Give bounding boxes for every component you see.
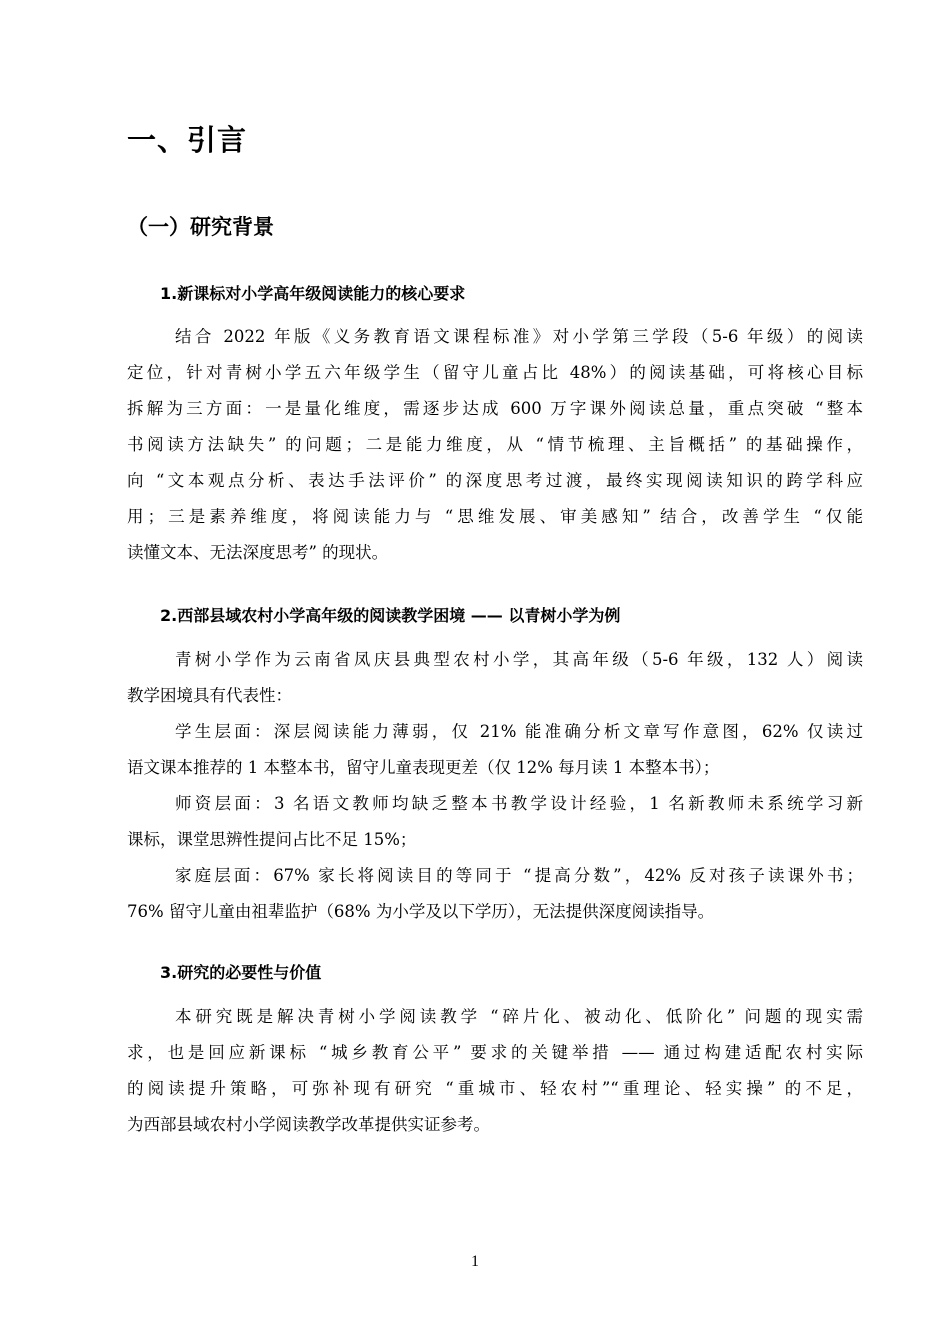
text-line: 书阅读方法缺失” 的问题；二是能力维度，从 “情节梳理、主旨概括” 的基础操作， [127, 435, 863, 454]
text-line: 结合 2022 年版《义务教育语文课程标准》对小学第三学段（5-6 年级）的阅读 [175, 327, 863, 346]
text-line: 向 “文本观点分析、表达手法评价” 的深度思考过渡，最终实现阅读知识的跨学科应 [127, 471, 863, 490]
paragraph-student-level [127, 714, 863, 786]
text-line: 学生层面：深层阅读能力薄弱，仅 21% 能准确分析文章写作意图，62% 仅读过 [175, 722, 863, 741]
paragraph-reading-requirements [127, 319, 863, 571]
text-line: 青树小学作为云南省凤庆县典型农村小学，其高年级（5-6 年级，132 人）阅读 [175, 650, 863, 669]
paragraph-family-level [127, 858, 863, 930]
chapter-heading: 一、引言 [127, 123, 248, 157]
text-line: 教学困境具有代表性： [127, 686, 292, 705]
text-line: 76% 留守儿童由祖辈监护（68% 为小学及以下学历），无法提供深度阅读指导。 [127, 902, 715, 921]
text-line: 师资层面：3 名语文教师均缺乏整本书教学设计经验，1 名新教师未系统学习新 [175, 794, 863, 813]
subsection-title-2: 2.西部县域农村小学高年级的阅读教学困境 —— 以青树小学为例 [160, 606, 621, 625]
text-line: 读懂文本、无法深度思考” 的现状。 [127, 543, 389, 562]
text-line: 定位，针对青树小学五六年级学生（留守儿童占比 48%）的阅读基础，可将核心目标 [127, 363, 863, 382]
text-line: 求，也是回应新课标 “城乡教育公平” 要求的关键举措 —— 通过构建适配农村实际 [127, 1043, 863, 1062]
text-line: 拆解为三方面：一是量化维度，需逐步达成 600 万字课外阅读总量，重点突破 “整本 [127, 399, 863, 418]
page-number: 1 [471, 1253, 479, 1270]
subsection-title-3: 3.研究的必要性与价值 [160, 963, 322, 982]
text-line: 为西部县域农村小学阅读教学改革提供实证参考。 [127, 1115, 490, 1134]
paragraph-research-value [127, 999, 863, 1143]
text-line: 用；三是素养维度，将阅读能力与 “思维发展、审美感知” 结合，改善学生 “仅能 [127, 507, 863, 526]
subsection-title-1: 1.新课标对小学高年级阅读能力的核心要求 [160, 284, 466, 303]
text-line: 课标，课堂思辨性提问占比不足 15%； [127, 830, 417, 849]
paragraph-teacher-level [127, 786, 863, 858]
text-line: 的阅读提升策略，可弥补现有研究 “重城市、轻农村”“重理论、轻实操” 的不足， [127, 1079, 863, 1098]
section-heading: （一）研究背景 [127, 215, 274, 239]
text-line: 本研究既是解决青树小学阅读教学 “碎片化、被动化、低阶化” 问题的现实需 [175, 1007, 863, 1026]
text-line: 家庭层面：67% 家长将阅读目的等同于 “提高分数”，42% 反对孩子读课外书； [175, 866, 863, 885]
paragraph-school-intro [127, 642, 863, 714]
text-line: 语文课本推荐的 1 本整本书，留守儿童表现更差（仅 12% 每月读 1 本整本书）； [127, 758, 720, 777]
